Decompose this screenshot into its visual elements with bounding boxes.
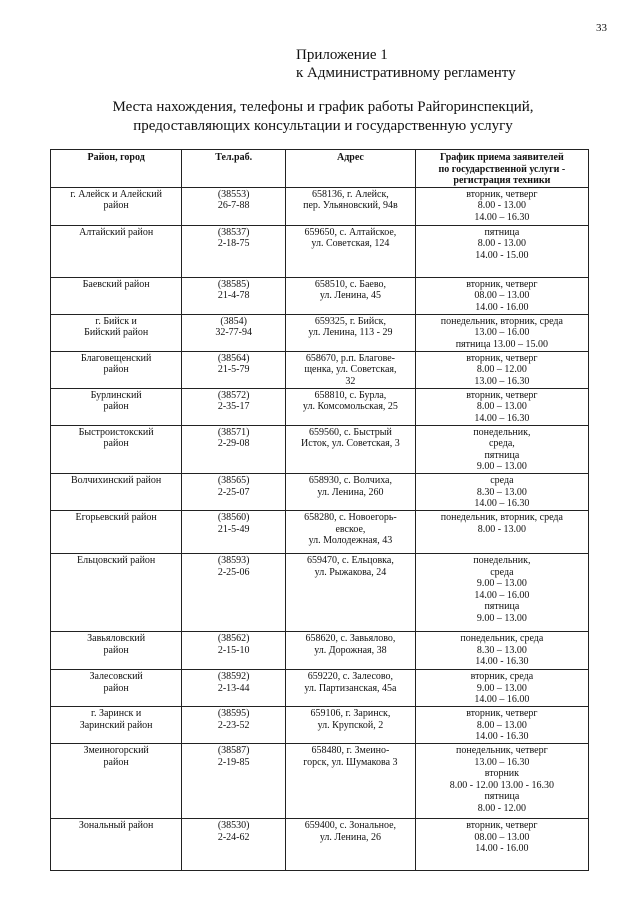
cell-phone-line: (38572) — [217, 389, 250, 401]
title-line-2: предоставляющих консультации и государственную услугу — [133, 118, 513, 134]
cell-schedule-line: 14.00 – 16.30 — [474, 211, 530, 223]
title-line-1: Места нахождения, телефоны и график работы Райгоринспекций, — [112, 99, 534, 115]
cell-phone — [182, 187, 286, 225]
cell-address — [286, 473, 416, 510]
cell-schedule — [415, 818, 588, 870]
cell-district — [51, 225, 182, 277]
cell-phone-line: 2-18-75 — [217, 238, 250, 250]
table-row — [51, 187, 589, 225]
cell-schedule-line: 14.00 - 16.00 — [475, 843, 529, 855]
cell-schedule-line: 08.00 – 13.00 — [474, 290, 530, 302]
cell-address — [286, 553, 416, 631]
table-header-row — [51, 150, 589, 188]
table-row — [51, 553, 589, 631]
cell-address-line: 659220, с. Залесово, — [307, 670, 394, 682]
cell-schedule-line: вторник, четверг — [466, 352, 538, 364]
header-district: Район, город — [51, 150, 182, 188]
cell-schedule-line: пятница — [484, 791, 520, 803]
page-number: 33 — [596, 22, 607, 34]
cell-district — [51, 473, 182, 510]
table-row — [51, 388, 589, 425]
cell-schedule-line: вторник — [484, 768, 520, 780]
cell-phone-line: (38587) — [217, 744, 250, 756]
cell-schedule — [415, 225, 588, 277]
cell-schedule-line: среда, — [488, 438, 515, 450]
cell-district-line: Быстроистокский — [78, 426, 154, 438]
cell-address-line: ул. Партизанская, 45а — [304, 682, 397, 694]
appendix-heading — [296, 46, 516, 82]
cell-phone-line: (38592) — [217, 670, 250, 682]
cell-phone-line: 2-13-44 — [217, 682, 250, 694]
cell-district — [51, 743, 182, 818]
cell-schedule — [415, 351, 588, 388]
cell-schedule — [415, 510, 588, 553]
cell-district-line: Бурлинский — [90, 389, 142, 401]
table-row — [51, 225, 589, 277]
cell-district — [51, 314, 182, 351]
table-row — [51, 425, 589, 473]
cell-schedule-line: 8.00 – 13.00 — [476, 401, 527, 413]
cell-address-line: евское, — [335, 523, 366, 535]
cell-phone — [182, 818, 286, 870]
cell-district-line: район — [103, 401, 129, 413]
cell-address — [286, 425, 416, 473]
cell-district — [51, 553, 182, 631]
cell-address — [286, 187, 416, 225]
cell-schedule-line: 9.00 – 13.00 — [476, 612, 527, 624]
cell-district-line: Баевский район — [82, 278, 150, 290]
cell-address-line: Исток, ул. Советская, 3 — [301, 438, 400, 450]
cell-schedule-line: 8.00 - 13.00 — [477, 523, 527, 535]
cell-district — [51, 187, 182, 225]
cell-phone — [182, 743, 286, 818]
cell-phone — [182, 388, 286, 425]
cell-schedule-line: 14.00 - 15.00 — [475, 249, 529, 261]
cell-schedule-line: 8.30 – 13.00 — [476, 486, 527, 498]
cell-district-line: район — [103, 682, 129, 694]
cell-schedule — [415, 631, 588, 669]
cell-address-line: 659106, г. Заринск, — [310, 707, 391, 719]
cell-district — [51, 669, 182, 706]
cell-district-line: район — [103, 200, 129, 212]
cell-schedule-line: пятница — [484, 449, 520, 461]
cell-district-line: Змеиногорский — [83, 744, 149, 756]
cell-address-line: 658280, с. Новоегорь- — [304, 511, 397, 523]
cell-district — [51, 351, 182, 388]
cell-phone-line: 2-15-10 — [217, 644, 250, 656]
cell-address-line: 658670, р.п. Благове- — [305, 352, 396, 364]
cell-address-line: 659470, с. Ельцовка, — [307, 554, 394, 566]
cell-schedule-line: 8.00 - 13.00 — [477, 200, 527, 212]
cell-schedule-line: 9.00 – 13.00 — [476, 461, 527, 473]
table-row — [51, 743, 589, 818]
cell-district-line: г. Алейск и Алейский — [70, 188, 162, 200]
cell-district — [51, 425, 182, 473]
cell-schedule — [415, 314, 588, 351]
cell-address — [286, 706, 416, 743]
cell-district-line: Егорьевский район — [75, 511, 157, 523]
cell-district-line: г. Заринск и — [90, 707, 142, 719]
cell-address — [286, 669, 416, 706]
cell-phone — [182, 351, 286, 388]
cell-schedule-line: вторник, четверг — [466, 389, 538, 401]
appendix-line-1: Приложение 1 — [296, 47, 388, 63]
cell-address-line: пер. Ульяновский, 94в — [303, 200, 398, 212]
cell-schedule — [415, 388, 588, 425]
table-row — [51, 631, 589, 669]
cell-phone-line: 32-77-94 — [215, 327, 253, 339]
cell-phone — [182, 277, 286, 314]
table-row — [51, 669, 589, 706]
cell-phone-line: 2-19-85 — [217, 756, 250, 768]
cell-phone-line: (38530) — [217, 819, 250, 831]
cell-address-line: ул. Крупской, 2 — [317, 719, 384, 731]
cell-district — [51, 631, 182, 669]
cell-address-line: 659560, с. Быстрый — [308, 426, 392, 438]
cell-district-line: Залесовский — [89, 670, 143, 682]
table-body — [51, 187, 589, 870]
cell-phone-line: (38593) — [217, 554, 250, 566]
table-row — [51, 510, 589, 553]
table-row — [51, 351, 589, 388]
cell-phone-line: (38560) — [217, 511, 250, 523]
cell-phone-line: 2-29-08 — [217, 438, 250, 450]
cell-address-line: щенка, ул. Советская, — [304, 364, 397, 376]
offices-table — [50, 149, 589, 871]
cell-phone-line: (38565) — [217, 474, 250, 486]
cell-schedule-line: понедельник, вторник, среда — [440, 511, 563, 523]
cell-schedule — [415, 277, 588, 314]
cell-phone-line: (38571) — [217, 426, 250, 438]
cell-district-line: район — [103, 364, 129, 376]
document-title — [40, 98, 606, 136]
cell-address — [286, 631, 416, 669]
cell-district-line: Волчихинский район — [71, 474, 162, 486]
cell-address — [286, 351, 416, 388]
cell-district-line: район — [103, 438, 129, 450]
cell-district-line: г. Бийск и — [95, 315, 137, 327]
cell-phone-line: 21-5-79 — [217, 364, 250, 376]
cell-address — [286, 225, 416, 277]
cell-address-line: 658136, г. Алейск, — [312, 188, 389, 200]
cell-schedule-line: вторник, четверг — [466, 278, 538, 290]
cell-schedule-line: понедельник, среда — [460, 632, 544, 644]
cell-phone — [182, 225, 286, 277]
cell-address-line: ул. Дорожная, 38 — [314, 644, 387, 656]
cell-district-line: Зональный район — [78, 819, 154, 831]
cell-schedule — [415, 706, 588, 743]
cell-schedule-line: 13.00 – 16.30 — [474, 375, 530, 387]
cell-schedule-line: среда — [490, 566, 514, 578]
cell-schedule — [415, 187, 588, 225]
cell-schedule-line: 9.00 – 13.00 — [476, 578, 527, 590]
cell-address-line: 658620, с. Завьялово, — [305, 632, 396, 644]
cell-district-line: Ельцовский район — [76, 554, 156, 566]
cell-address-line: ул. Ленина, 260 — [317, 486, 384, 498]
cell-schedule-line: 14.00 – 16.30 — [474, 498, 530, 510]
cell-schedule-line: понедельник, — [473, 426, 531, 438]
header-address: Адрес — [286, 150, 416, 188]
cell-phone-line: 21-5-49 — [217, 523, 250, 535]
cell-district-line: Заринский район — [79, 719, 153, 731]
cell-schedule-line: 14.00 - 16.30 — [475, 656, 529, 668]
cell-phone-line: 2-25-06 — [217, 566, 250, 578]
cell-phone-line: (38585) — [217, 278, 250, 290]
cell-address-line: ул. Ленина, 45 — [319, 290, 382, 302]
cell-district-line: Бийский район — [84, 327, 149, 339]
cell-schedule-line: понедельник, четверг — [456, 744, 548, 756]
cell-schedule-line: пятница 13.00 – 15.00 — [455, 338, 549, 350]
cell-district-line: Завьяловский — [87, 632, 146, 644]
cell-phone-line: (3854) — [220, 315, 248, 327]
cell-address — [286, 314, 416, 351]
cell-phone-line: (38595) — [217, 707, 250, 719]
table-row — [51, 706, 589, 743]
cell-address-line: 658810, с. Бурла, — [314, 389, 387, 401]
cell-phone-line: 2-25-07 — [217, 486, 250, 498]
cell-schedule-line: среда — [490, 474, 514, 486]
cell-address — [286, 818, 416, 870]
cell-schedule-line: 9.00 – 13.00 — [476, 682, 527, 694]
cell-district — [51, 706, 182, 743]
cell-phone-line: 26-7-88 — [217, 200, 250, 212]
cell-schedule-line: 08.00 – 13.00 — [474, 831, 530, 843]
cell-schedule — [415, 743, 588, 818]
cell-schedule-line: 13.00 – 16.30 — [474, 756, 530, 768]
cell-phone — [182, 553, 286, 631]
table-row — [51, 818, 589, 870]
cell-district-line: Алтайский район — [79, 226, 154, 238]
cell-address-line: ул. Комсомольская, 25 — [302, 401, 398, 413]
cell-schedule-line: вторник, четверг — [466, 707, 538, 719]
cell-schedule-line: 13.00 – 16.00 — [474, 327, 530, 339]
cell-schedule-line: 14.00 - 16.30 — [475, 731, 529, 743]
table-row — [51, 277, 589, 314]
table-row — [51, 314, 589, 351]
header-phone: Тел.раб. — [182, 150, 286, 188]
header-schedule: График приема заявителей по государственной услуги - регистрация техники — [415, 150, 588, 188]
cell-phone — [182, 510, 286, 553]
cell-phone-line: (38562) — [217, 632, 250, 644]
cell-schedule-line: 8.00 – 12.00 — [476, 364, 527, 376]
cell-schedule-line: пятница — [484, 226, 520, 238]
cell-address-line: горск, ул. Шумакова 3 — [303, 756, 398, 768]
cell-schedule-line: 14.00 – 16.30 — [474, 412, 530, 424]
cell-phone — [182, 669, 286, 706]
cell-address — [286, 510, 416, 553]
cell-schedule — [415, 473, 588, 510]
cell-schedule-line: 8.30 – 13.00 — [476, 644, 527, 656]
cell-address-line: 659325, г. Бийск, — [314, 315, 387, 327]
cell-schedule-line: 8.00 - 12.00 13.00 - 16.30 — [449, 779, 554, 791]
cell-phone-line: (38564) — [217, 352, 250, 364]
cell-phone-line: 2-35-17 — [217, 401, 250, 413]
cell-district — [51, 818, 182, 870]
cell-district — [51, 510, 182, 553]
cell-phone-line: (38537) — [217, 226, 250, 238]
cell-district-line: Благовещенский — [80, 352, 152, 364]
cell-phone — [182, 706, 286, 743]
cell-address — [286, 743, 416, 818]
cell-schedule — [415, 669, 588, 706]
cell-phone — [182, 473, 286, 510]
cell-district — [51, 277, 182, 314]
cell-phone-line: 2-24-62 — [217, 831, 250, 843]
cell-address-line: 658480, г. Змеино- — [311, 744, 390, 756]
cell-address-line: ул. Ленина, 113 - 29 — [308, 327, 393, 339]
cell-phone-line: 2-23-52 — [217, 719, 250, 731]
cell-schedule-line: 8.00 – 13.00 — [476, 719, 527, 731]
cell-address — [286, 277, 416, 314]
cell-address-line: 659400, с. Зональное, — [304, 819, 397, 831]
cell-phone-line: 21-4-78 — [217, 290, 250, 302]
cell-district-line: район — [103, 756, 129, 768]
cell-phone-line: (38553) — [217, 188, 250, 200]
appendix-line-2: к Административному регламенту — [296, 65, 516, 81]
cell-address-line: 658930, с. Волчиха, — [308, 474, 392, 486]
cell-phone — [182, 425, 286, 473]
cell-schedule-line: понедельник, вторник, среда — [440, 315, 563, 327]
cell-schedule-line: вторник, среда — [470, 670, 534, 682]
cell-schedule — [415, 553, 588, 631]
cell-schedule-line: пятница — [484, 601, 520, 613]
cell-schedule-line: вторник, четверг — [466, 188, 538, 200]
cell-schedule — [415, 425, 588, 473]
cell-address-line: ул. Молодежная, 43 — [308, 535, 393, 547]
cell-schedule-line: 8.00 - 13.00 — [477, 238, 527, 250]
cell-address-line: ул. Советская, 124 — [311, 238, 390, 250]
cell-schedule-line: 8.00 - 12.00 — [477, 802, 527, 814]
cell-address-line: 658510, с. Баево, — [314, 278, 387, 290]
cell-address-line: ул. Ленина, 26 — [319, 831, 382, 843]
cell-phone — [182, 631, 286, 669]
cell-schedule-line: 14.00 – 16.00 — [474, 589, 530, 601]
cell-address-line: 659650, с. Алтайское, — [304, 226, 397, 238]
table-row — [51, 473, 589, 510]
cell-schedule-line: 14.00 - 16.00 — [475, 301, 529, 313]
cell-phone — [182, 314, 286, 351]
cell-schedule-line: понедельник, — [473, 554, 531, 566]
cell-address — [286, 388, 416, 425]
cell-address-line: ул. Рыжакова, 24 — [314, 566, 387, 578]
cell-district-line: район — [103, 644, 129, 656]
cell-address-line: 32 — [345, 375, 356, 387]
cell-schedule-line: 14.00 – 16.00 — [474, 694, 530, 706]
cell-schedule-line: вторник, четверг — [466, 819, 538, 831]
cell-district — [51, 388, 182, 425]
